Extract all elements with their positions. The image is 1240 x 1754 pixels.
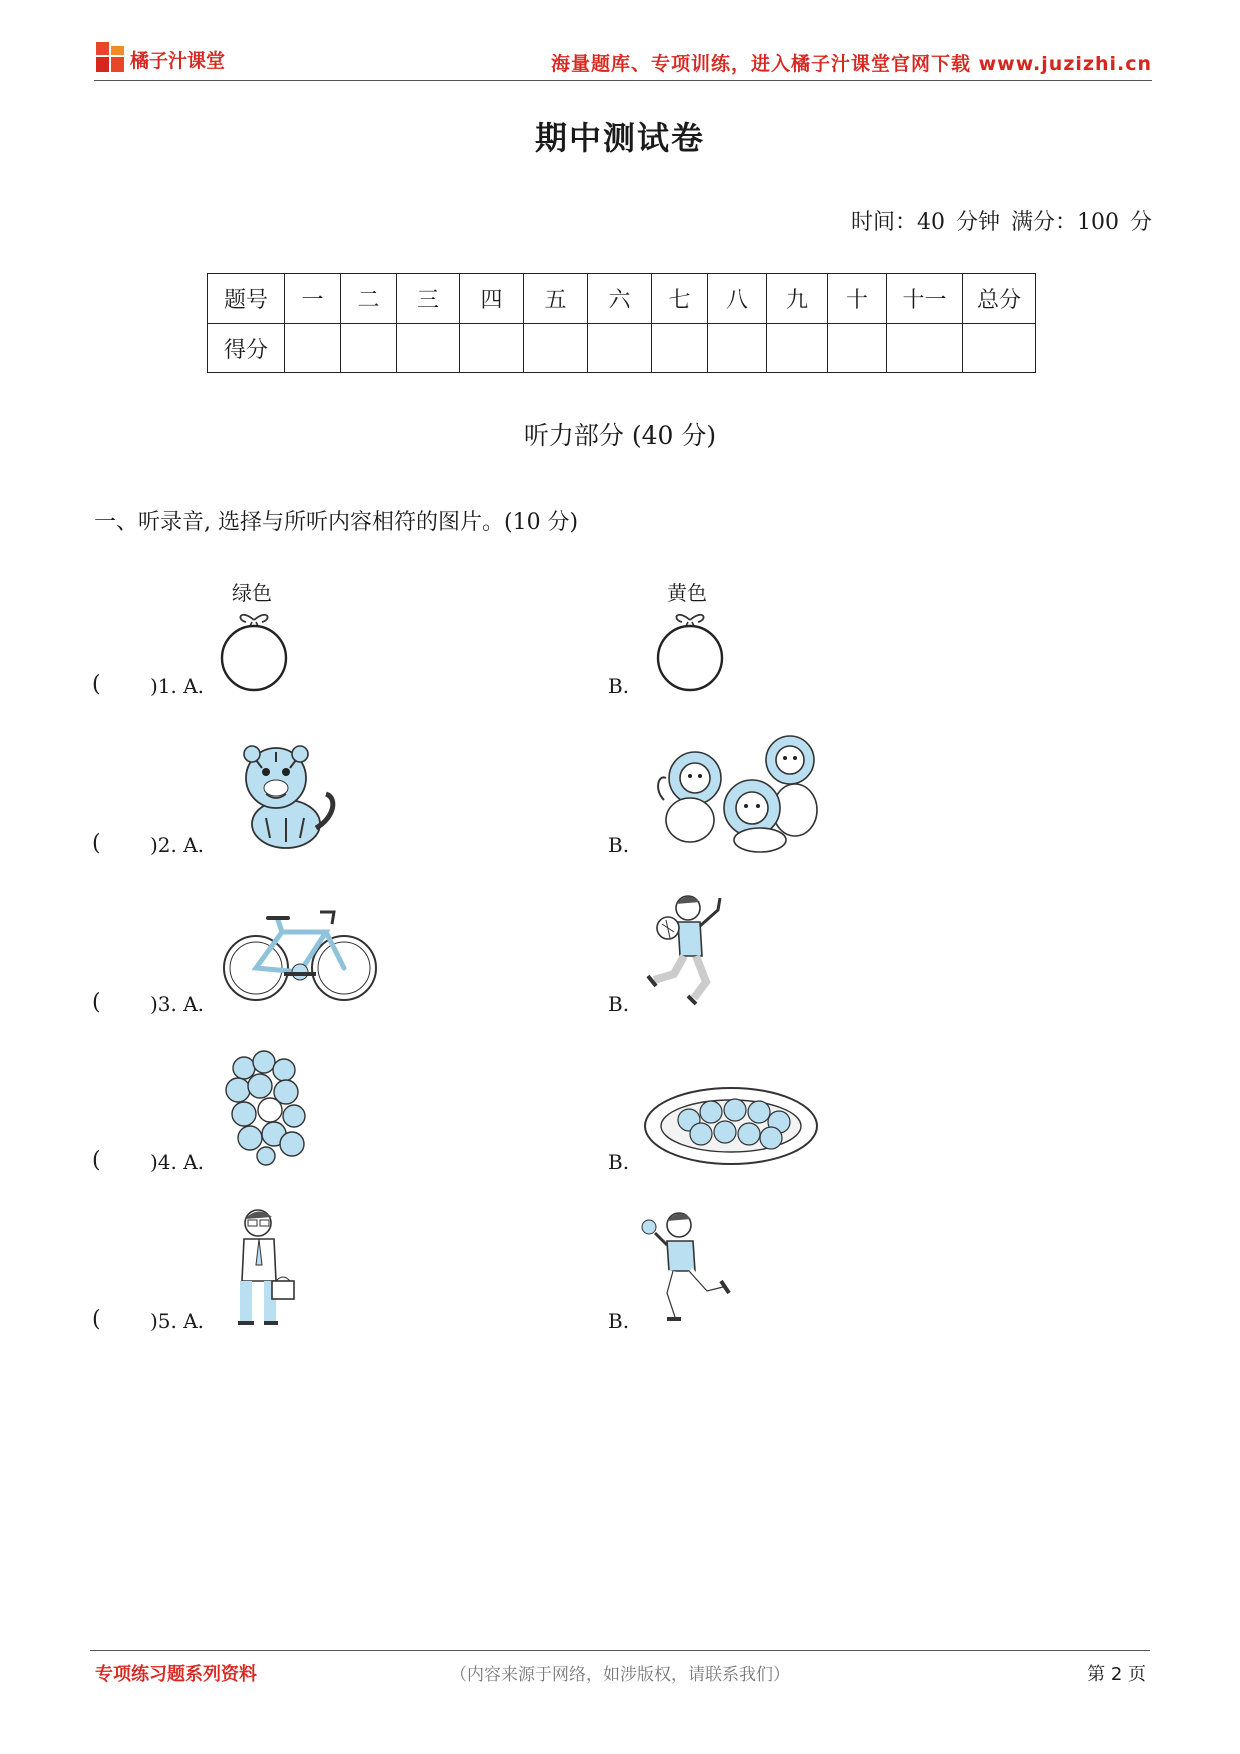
q1-b-caption: 黄色 xyxy=(667,581,707,605)
footer-page-number: 第 2 页 xyxy=(1087,1664,1146,1685)
running-boy-icon xyxy=(637,1205,737,1329)
score-cell[interactable] xyxy=(285,324,341,373)
col-header: 总分 xyxy=(963,274,1036,324)
exam-title: 期中测试卷 xyxy=(534,119,705,157)
plate-of-balls-icon xyxy=(643,1082,819,1168)
score-table-header-row xyxy=(208,274,1036,324)
score-cell[interactable] xyxy=(963,324,1036,373)
q1-a-caption: 绿色 xyxy=(232,581,272,605)
header-divider xyxy=(94,80,1152,81)
row-header-score: 得分 xyxy=(208,324,285,373)
score-cell[interactable] xyxy=(828,324,887,373)
score-cell[interactable] xyxy=(708,324,767,373)
q5-option-a-label: )5. A. xyxy=(150,1309,205,1333)
q5-option-b-label: B. xyxy=(608,1309,630,1333)
score-cell[interactable] xyxy=(887,324,963,373)
teacher-icon xyxy=(232,1205,302,1329)
col-header: 三 xyxy=(397,274,460,324)
row-header-question-no: 题号 xyxy=(208,274,285,324)
q3-option-b-label: B. xyxy=(608,992,630,1016)
col-header: 二 xyxy=(341,274,397,324)
score-cell[interactable] xyxy=(460,324,524,373)
q2-option-b-label: B. xyxy=(608,833,630,857)
oranges-icon xyxy=(222,1050,312,1166)
footer-series: 专项练习题系列资料 xyxy=(95,1664,257,1685)
part1-instruction: 一、听录音, 选择与所听内容相符的图片。(10 分) xyxy=(94,510,579,535)
brand-logo-icon xyxy=(96,42,126,74)
ornament-ball-icon xyxy=(654,606,726,694)
score-cell[interactable] xyxy=(341,324,397,373)
score-cell[interactable] xyxy=(588,324,652,373)
q1-option-b-label: B. xyxy=(608,674,630,698)
header-slogan: 海量题库、专项训练，进入橘子汁课堂官网下载 www.juzizhi.cn xyxy=(551,53,1152,75)
q4-option-b-label: B. xyxy=(608,1150,630,1174)
q2-option-a-label: )2. A. xyxy=(150,833,205,857)
q3-option-a-label: )3. A. xyxy=(150,992,205,1016)
brand-name: 橘子汁课堂 xyxy=(130,50,226,72)
answer-blank-4[interactable]: ( xyxy=(92,1148,101,1173)
boy-football-icon xyxy=(640,890,736,1010)
col-header: 十一 xyxy=(887,274,963,324)
score-cell[interactable] xyxy=(652,324,708,373)
footer-copyright-note: （内容来源于网络，如涉版权，请联系我们） xyxy=(450,1665,790,1685)
bicycle-icon xyxy=(222,902,378,1006)
q4-option-a-label: )4. A. xyxy=(150,1150,205,1174)
score-table-score-row xyxy=(208,324,1036,373)
answer-blank-2[interactable]: ( xyxy=(92,831,101,856)
answer-blank-1[interactable]: ( xyxy=(92,672,101,697)
answer-blank-3[interactable]: ( xyxy=(92,990,101,1015)
tiger-icon xyxy=(226,738,342,854)
answer-blank-5[interactable]: ( xyxy=(92,1307,101,1332)
col-header: 五 xyxy=(524,274,588,324)
col-header: 十 xyxy=(828,274,887,324)
col-header: 七 xyxy=(652,274,708,324)
col-header: 一 xyxy=(285,274,341,324)
section-title: 听力部分 (40 分) xyxy=(523,421,717,450)
score-cell[interactable] xyxy=(767,324,828,373)
score-table xyxy=(207,273,1036,373)
exam-meta: 时间：40 分钟 满分：100 分 xyxy=(851,210,1152,235)
lions-icon xyxy=(650,730,820,854)
ornament-ball-icon xyxy=(218,606,290,694)
col-header: 四 xyxy=(460,274,524,324)
q1-option-a-label: )1. A. xyxy=(150,674,205,698)
score-cell[interactable] xyxy=(397,324,460,373)
score-cell[interactable] xyxy=(524,324,588,373)
col-header: 八 xyxy=(708,274,767,324)
footer-divider xyxy=(90,1650,1150,1651)
col-header: 九 xyxy=(767,274,828,324)
col-header: 六 xyxy=(588,274,652,324)
